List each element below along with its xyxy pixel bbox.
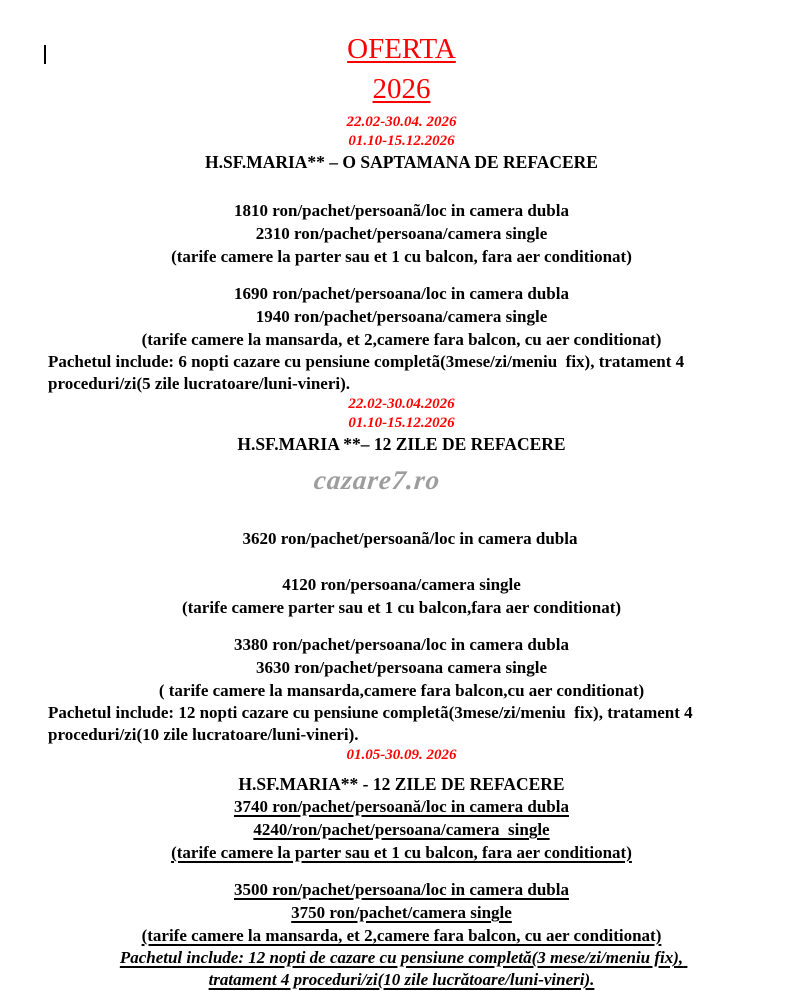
offer-year: 2026	[372, 73, 431, 105]
price-line: 1690 ron/pachet/persoana/loc in camera dubla	[234, 284, 569, 303]
price-line: 1810 ron/pachet/persoanã/loc in camera dubla	[234, 201, 569, 220]
price-line-with-watermark	[48, 465, 755, 573]
section2-date-2: 01.10-15.12.2026	[348, 415, 455, 431]
tariff-note: (tarife camere la mansarda, et 2,camere fara balcon, cu aer conditionat)	[141, 926, 662, 945]
section3-heading: H.SF.MARIA** - 12 ZILE DE REFACERE	[238, 774, 565, 794]
package-description: Pachetul include: 12 nopti de cazare cu pensiune completă(3 mese/zi/meniu fix), tratament 4 proceduri/zi(10 zile lucrătoare/luni-vineri).	[119, 948, 688, 989]
price-line: 3380 ron/pachet/persoana/loc in camera dubla	[234, 635, 569, 654]
price-line: 3500 ron/pachet/persoana/loc in camera dubla	[234, 880, 569, 899]
offer-title: OFERTA	[347, 33, 456, 65]
tariff-note: (tarife camere la mansarda, et 2,camere fara balcon, cu aer conditionat)	[141, 330, 662, 349]
tariff-note: (tarife camere parter sau et 1 cu balcon,fara aer conditionat)	[181, 598, 622, 617]
package-description: Pachetul include: 6 nopti cazare cu pensiune completã(3mese/zi/meniu fix), tratament 4 proceduri/zi(5 zile lucratoare/luni-vineri).	[48, 352, 689, 393]
tariff-note: ( tarife camere la mansarda,camere fara balcon,cu aer conditionat)	[158, 681, 645, 700]
tariff-note: (tarife camere la parter sau et 1 cu balcon, fara aer conditionat)	[171, 247, 632, 266]
section1-date-1: 22.02-30.04. 2026	[346, 114, 457, 130]
tariff-note: (tarife camere la parter sau et 1 cu balcon, fara aer conditionat)	[171, 843, 632, 862]
watermark: cazare7.ro	[312, 465, 442, 495]
section2-heading: H.SF.MARIA **– 12 ZILE DE REFACERE	[237, 434, 566, 454]
price-line: 4120 ron/persoana/camera single	[282, 575, 521, 594]
price-line: 2310 ron/pachet/persoana/camera single	[255, 224, 548, 243]
price-line: 4240/ron/pachet/persoana/camera single	[253, 820, 550, 839]
price-line: 3740 ron/pachet/persoană/loc in camera dubla	[234, 797, 569, 816]
section2-date-after: 01.05-30.09. 2026	[346, 747, 457, 763]
document-page[interactable]	[0, 33, 803, 989]
price-line: 3620 ron/pachet/persoanã/loc in camera dubla	[242, 529, 578, 548]
package-description: Pachetul include: 12 nopti cazare cu pensiune completã(3mese/zi/meniu fix), tratament 4 proceduri/zi(10 zile lucratoare/luni-vineri).	[48, 703, 697, 744]
section2-date-1: 22.02-30.04.2026	[348, 396, 455, 412]
text-cursor	[44, 45, 46, 64]
price-line: 3630 ron/pachet/persoana camera single	[255, 658, 548, 677]
price-line: 1940 ron/pachet/persoana/camera single	[255, 307, 548, 326]
section1-date-2: 01.10-15.12.2026	[348, 133, 455, 149]
price-line: 3750 ron/pachet/camera single	[291, 903, 512, 922]
section1-heading: H.SF.MARIA** – O SAPTAMANA DE REFACERE	[205, 152, 598, 172]
